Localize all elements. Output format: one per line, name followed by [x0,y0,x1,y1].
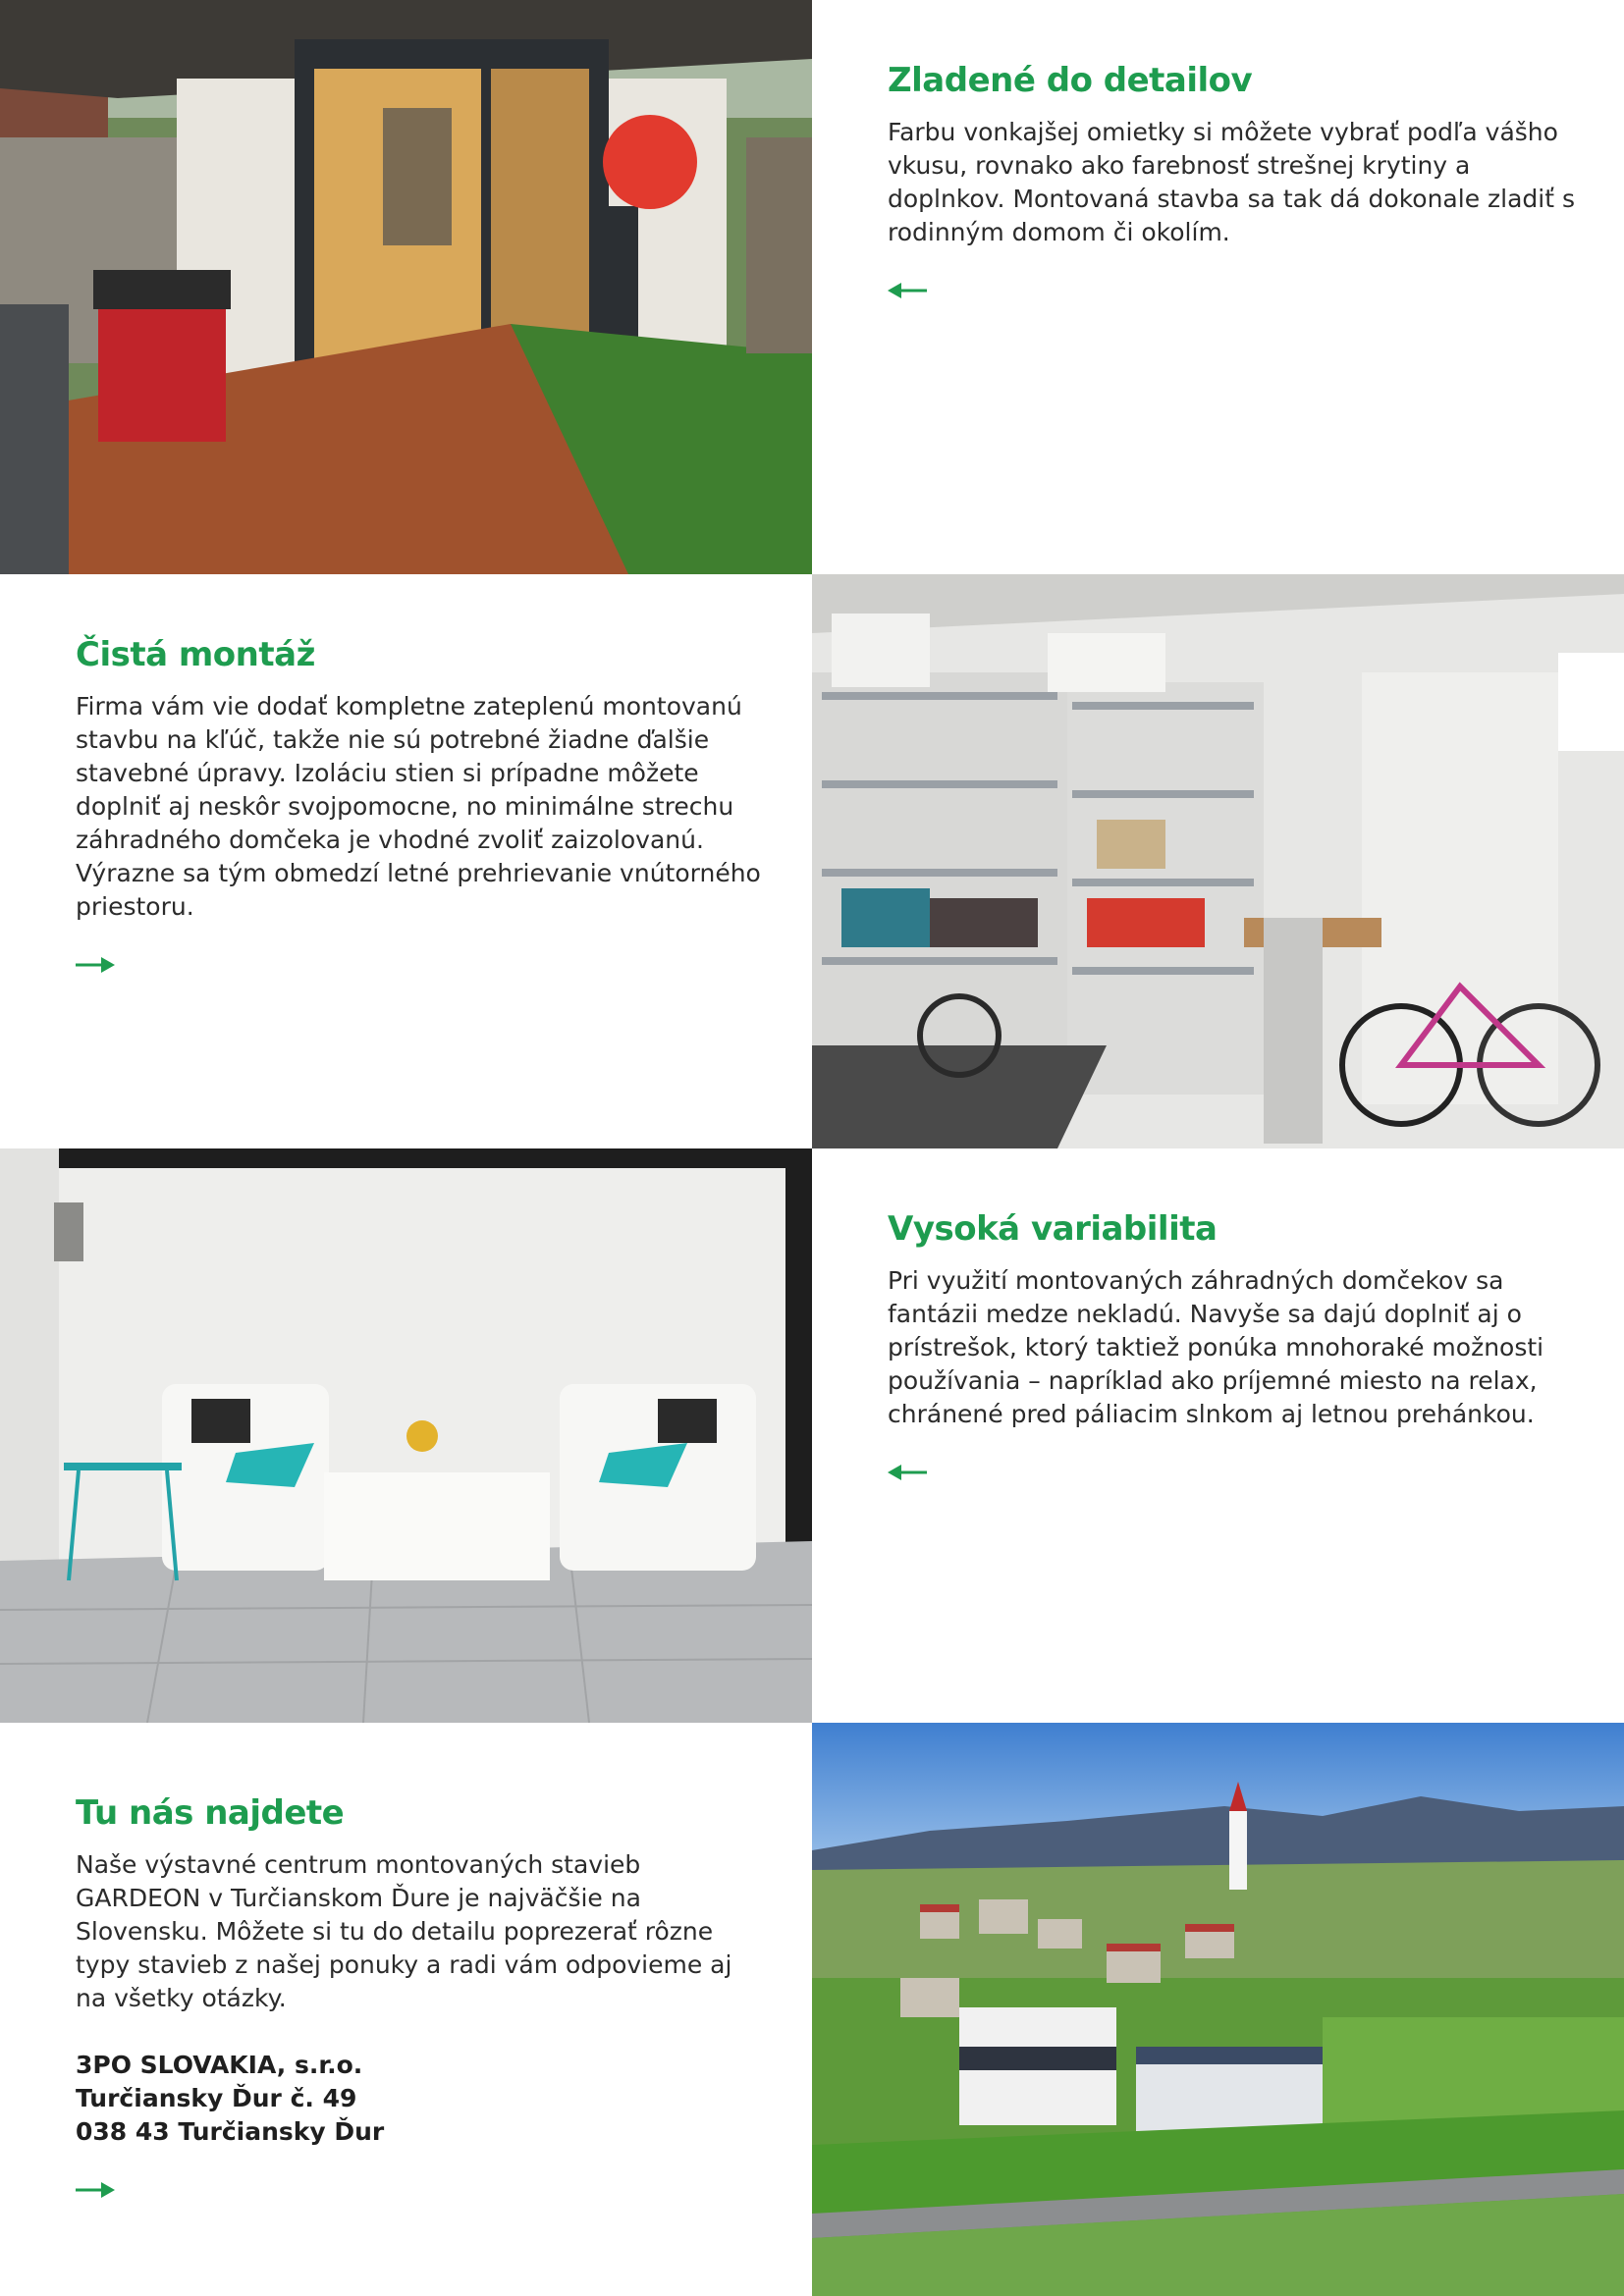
covered-terrace-photo [0,1148,812,1723]
section-row-1 [0,0,1624,574]
street-address: Turčiansky Ďur č. 49 [76,2084,357,2112]
section-body: Farbu vonkajšej omietky si môžete vybrať podľa vášho vkusu, rovnako ako farebnosť strešnej krytiny a doplnkov. Montovaná stavba sa tak dá dokonale zladiť s rodinným domom či okolím. [888,118,1575,246]
section-title: Zladené do detailov [888,61,1253,100]
section-body: Naše výstavné centrum montovaných stavieb GARDEON v Turčianskom Ďure je najväčšie na Slovensku. Môžete si tu do detailu poprezerať rôzne typy stavieb z našej ponuky a radi vám odpovieme aj na všetky otázky. [76,1850,732,2012]
section-title: Tu nás najdete [76,1793,345,1833]
company-name: 3PO SLOVAKIA, s.r.o. [76,2051,363,2079]
postal-city: 038 43 Turčiansky Ďur [76,2117,385,2146]
company-address [76,2049,763,2149]
section-row-3 [0,1148,1624,1723]
section-title: Vysoká variabilita [888,1209,1218,1249]
storage-shed-interior-photo [812,574,1624,1148]
section-row-4 [0,1723,1624,2296]
section-body: Firma vám vie dodať kompletne zateplenú montovanú stavbu na kľúč, takže nie sú potrebné žiadne ďalšie stavebné úpravy. Izoláciu stien si prípadne môžete doplniť aj neskôr svojpomocne, no minimálne strechu záhradného domčeka je vhodné zvoliť zaizolovanú. Výrazne sa tým obmedzí letné prehrievanie vnútorného priestoru. [76,692,761,921]
section-title: Čistá montáž [76,635,315,674]
section-variabilita [812,1148,1624,1723]
section-cista [0,574,812,1148]
section-body: Pri využití montovaných záhradných domčekov sa fantázii medze nekladú. Navyše sa dajú doplniť aj o prístrešok, ktorý taktiež ponúka mnohoraké možnosti používania – napríklad ako príjemné miesto na relax, chránené pred páliacim slnkom aj letnou prehánkou. [888,1266,1544,1428]
section-najdete [0,1723,812,2296]
section-zladene [812,0,1624,574]
arrow-left-icon[interactable] [888,279,927,302]
section-row-2 [0,574,1624,1148]
exhibition-center-aerial-photo [812,1723,1624,2296]
arrow-right-icon[interactable] [76,953,115,977]
arrow-left-icon[interactable] [888,1461,927,1484]
garden-house-photo [0,0,812,574]
arrow-right-icon[interactable] [76,2178,115,2202]
